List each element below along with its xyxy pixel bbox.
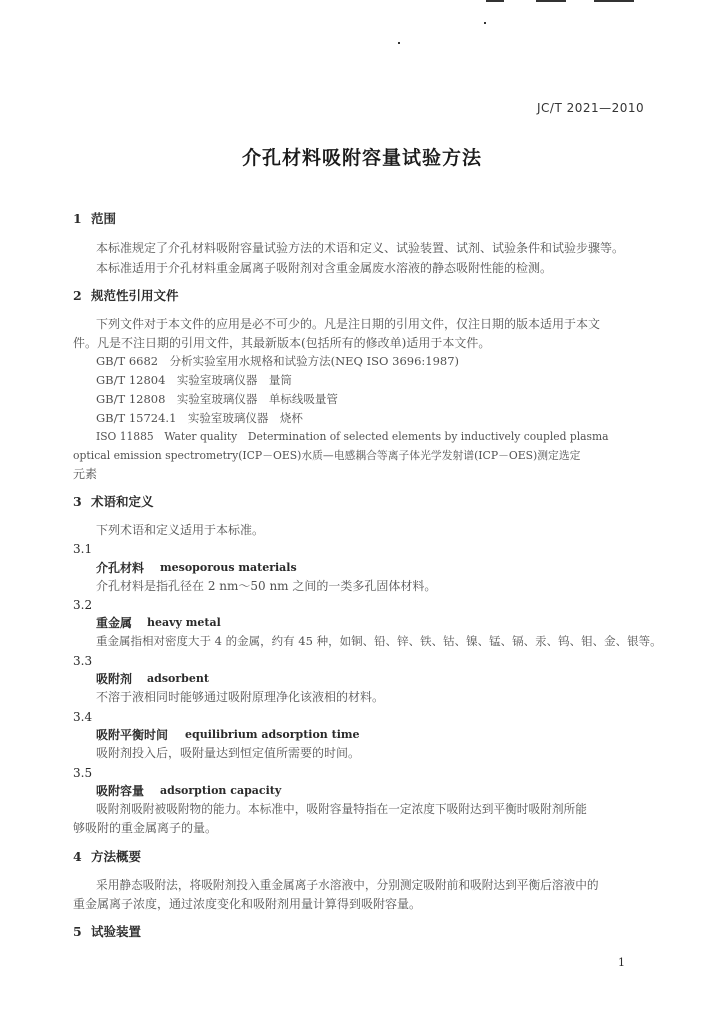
term-chinese: 吸附容量	[96, 784, 145, 798]
term-chinese: 重金属	[96, 616, 133, 630]
paragraph: 下列文件对于本文件的应用是必不可少的。凡是注日期的引用文件，仅注日期的版本适用于本文	[96, 317, 601, 331]
section-number: 5	[73, 924, 82, 939]
paragraph: 本标准规定了介孔材料吸附容量试验方法的术语和定义、试验装置、试剂、试验条件和试验步骤等。	[96, 241, 625, 255]
scan-mark	[486, 0, 504, 2]
section-heading: 范围	[91, 211, 117, 226]
section-heading: 规范性引用文件	[91, 288, 179, 303]
reference-item: GB/T 6682 分析实验室用水规格和试验方法(NEQ ISO 3696:1987)	[96, 354, 460, 368]
term-number: 3.1	[73, 542, 93, 556]
term-definition: 介孔材料是指孔径在 2 nm～50 nm 之间的一类多孔固体材料。	[96, 579, 437, 593]
section-heading: 试验装置	[91, 924, 142, 939]
section-heading: 术语和定义	[91, 494, 154, 509]
term-english: mesoporous materials	[160, 561, 297, 574]
term-chinese: 吸附剂	[96, 672, 133, 686]
document-title: 介孔材料吸附容量试验方法	[242, 147, 483, 169]
term-chinese: 介孔材料	[96, 561, 145, 575]
section-number: 3	[73, 494, 82, 509]
term-definition: 够吸附的重金属离子的量。	[73, 821, 218, 835]
paragraph: 本标准适用于介孔材料重金属离子吸附剂对含重金属废水溶液的静态吸附性能的检测。	[96, 261, 553, 275]
page-number: 1	[618, 956, 625, 969]
paragraph: 下列术语和定义适用于本标准。	[96, 523, 265, 537]
reference-item: 元素	[73, 467, 98, 481]
standard-code: JC/T 2021—2010	[537, 101, 645, 115]
paragraph: 采用静态吸附法，将吸附剂投入重金属离子水溶液中，分别测定吸附前和吸附达到平衡后溶液中的	[96, 878, 599, 892]
reference-item: optical emission spectrometry(ICP－OES)水质—电感耦合等离子体光学发射谱(ICP－OES)测定选定	[73, 449, 581, 462]
scan-mark	[594, 0, 634, 2]
section-heading: 方法概要	[91, 849, 142, 864]
section-number: 2	[73, 288, 82, 303]
scan-speck	[484, 22, 486, 24]
reference-item: GB/T 15724.1 实验室玻璃仪器 烧杯	[96, 411, 303, 425]
section-number: 1	[73, 211, 82, 226]
term-definition: 不溶于液相同时能够通过吸附原理净化该液相的材料。	[96, 690, 385, 704]
paragraph: 件。凡是不注日期的引用文件，其最新版本(包括所有的修改单)适用于本文件。	[73, 336, 491, 350]
term-number: 3.2	[73, 598, 93, 612]
paragraph: 重金属离子浓度，通过浓度变化和吸附剂用量计算得到吸附容量。	[73, 897, 422, 911]
term-english: adsorption capacity	[160, 784, 282, 797]
term-chinese: 吸附平衡时间	[96, 728, 169, 742]
term-number: 3.3	[73, 654, 93, 668]
term-number: 3.5	[73, 766, 93, 780]
reference-item: ISO 11885 Water quality Determination of selected elements by inductively coupled plasma	[96, 430, 609, 443]
term-definition: 吸附剂投入后，吸附量达到恒定值所需要的时间。	[96, 746, 361, 760]
term-english: adsorbent	[147, 672, 209, 685]
term-definition: 重金属指相对密度大于 4 的金属，约有 45 种，如铜、铅、锌、铁、钴、镍、锰、镉、汞、钨、钼、金、银等。	[96, 634, 662, 648]
reference-item: GB/T 12804 实验室玻璃仪器 量筒	[96, 373, 292, 387]
term-english: equilibrium adsorption time	[185, 728, 360, 741]
term-english: heavy metal	[147, 616, 221, 629]
term-number: 3.4	[73, 710, 93, 724]
scan-mark	[536, 0, 566, 2]
scan-speck	[398, 42, 400, 44]
reference-item: GB/T 12808 实验室玻璃仪器 单标线吸量管	[96, 392, 338, 406]
term-definition: 吸附剂吸附被吸附物的能力。本标准中，吸附容量特指在一定浓度下吸附达到平衡时吸附剂所能	[96, 802, 587, 816]
section-number: 4	[73, 849, 82, 864]
